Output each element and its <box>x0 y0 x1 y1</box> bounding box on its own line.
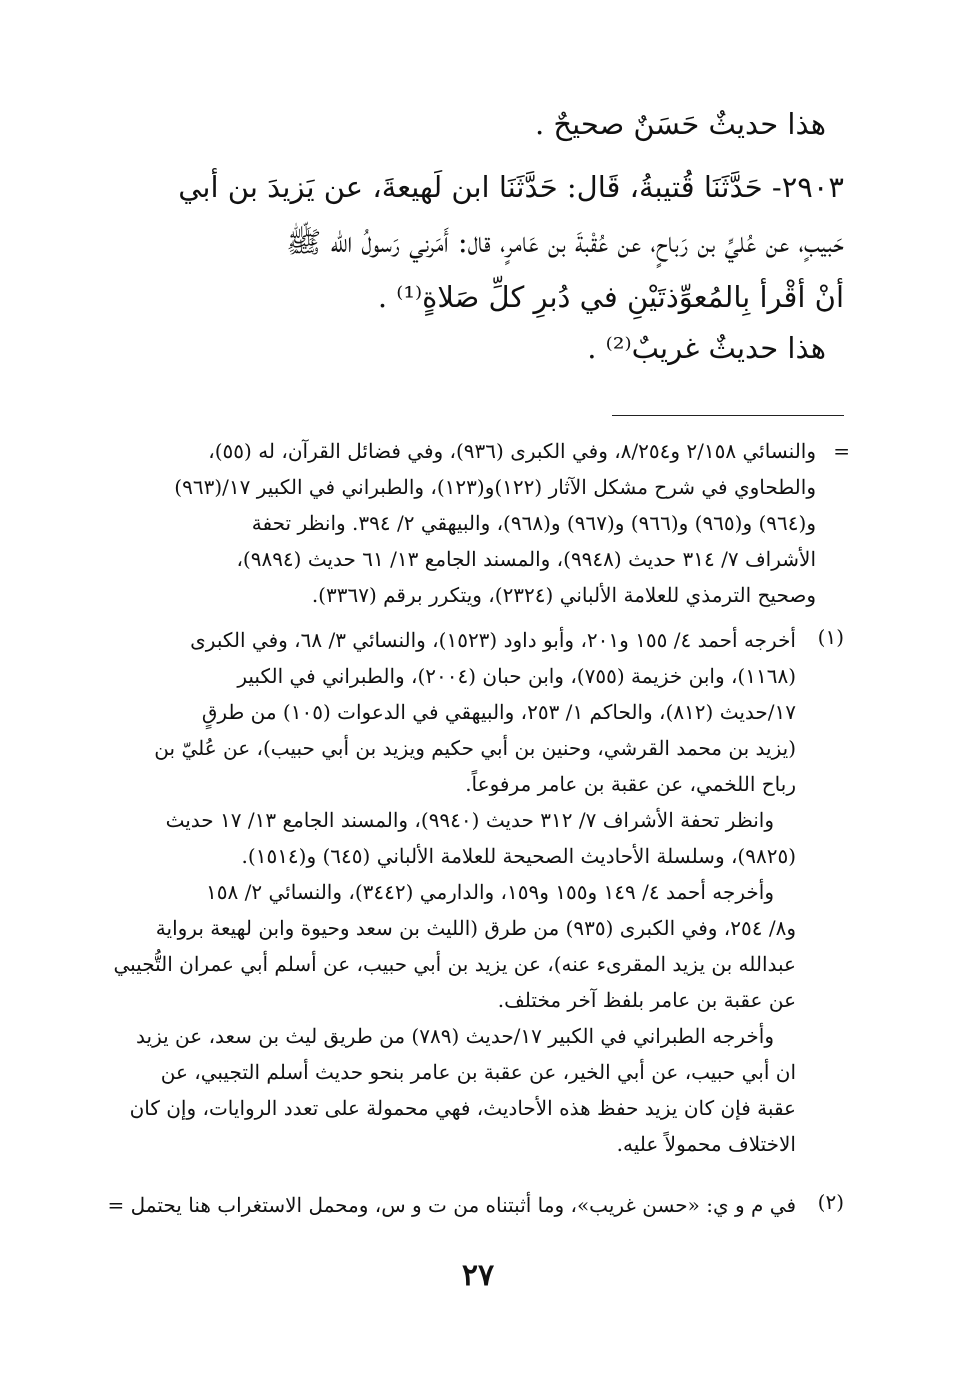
footnote-line: عبدالله بن يزيد المقرىء عنه)، عن يزيد بن أبي حبيب، عن أسلم أبي عمران التُّجيبي <box>113 952 796 976</box>
footnote-line: ١٧/حديث (٨١٢)، والحاكم ١/ ٢٥٣، والبيهقي في الدعوات (١٠٥) من طرقٍ <box>201 700 796 724</box>
footnote-2 <box>107 1187 796 1223</box>
footnote-line: و(٩٦٤) و(٩٦٥) و(٩٦٦) و(٩٦٧) و(٩٦٨)، والبيهقي ٢/ ٣٩٤. وانظر تحفة <box>251 511 816 535</box>
footnote-continuation <box>116 433 816 613</box>
footnote-line: عقبة فإن كان يزيد حفظ هذه الأحاديث، فهي محمولة على تعدد الروايات، وإن كان <box>129 1096 796 1120</box>
footnote-line: وأخرجه أحمد ٤/ ١٤٩ و١٥٥ و١٥٩، والدارمي (٣٤٤٢)، والنسائي ٢/ ١٥٨ <box>206 880 774 904</box>
hadith-2903 <box>114 160 844 325</box>
footnote-line: الأشراف ٧/ ٣١٤ حديث (٩٩٤٨)، والمسند الجامع ١٣/ ٦١ حديث (٩٨٩٤)، <box>236 547 816 571</box>
footnote-line: رباح اللخمي، عن عقبة بن عامر مرفوعاً. <box>465 772 796 796</box>
footnote-line: وأخرجه الطبراني في الكبير ١٧/حديث (٧٨٩) من طريق ليث بن سعد، عن يزيد <box>136 1024 774 1048</box>
footnote-line: وانظر تحفة الأشراف ٧/ ٣١٢ حديث (٩٩٤٠)، والمسند الجامع ١٣/ ١٧ حديث <box>165 808 774 832</box>
footnote-line: في م و ي: «حسن غريب»، وما أثبتناه من ت و س، ومحمل الاستغراب هنا يحتمل = <box>107 1193 796 1217</box>
verdict-line-bottom: هذا حديثٌ غريبٌ⁽²⁾ . <box>587 331 826 365</box>
hadith-line: حَبيبٍ، عن عُليِّ بن رَباحٍ، عن عُقْبةَ بن عَامرٍ، قال: أَمَرني رَسولُ الله ﷺ <box>286 225 844 259</box>
footnote-line: والطحاوي في شرح مشكل الآثار (١٢٢)و(١٢٣)، والطبراني في الكبير ١٧/(٩٦٣) <box>174 475 816 499</box>
hadith-line: ٢٩٠٣- حَدَّثَنَا قُتيبةُ، قَال: حَدَّثَنَا ابن لَهيعةَ، عن يَزيدَ بن أبي <box>178 170 844 204</box>
footnote-line: أخرجه أحمد ٤/ ١٥٥ و٢٠١، وأبو داود (١٥٢٣)، والنسائي ٣/ ٦٨، وفي الكبرى <box>190 628 796 652</box>
footnote-2-marker: (٢) <box>817 1190 844 1214</box>
verdict-line-top: هذا حديثٌ حَسَنٌ صحيحٌ . <box>534 107 826 141</box>
footnote-line: (يزيد بن محمد القرشي، وحنين بن أبي حكيم ويزيد بن أبي حبيب)، عن عُليّ بن <box>154 736 796 760</box>
footnote-1 <box>113 622 796 1162</box>
footnote-line: عن عقبة بن عامر بلفظ آخر مختلف. <box>497 988 796 1012</box>
footnote-line: و٨/ ٢٥٤، وفي الكبرى (٩٣٥) من طرق (الليث بن سعد وحيوة وابن لهيعة برواية <box>155 916 796 940</box>
footnote-line: الاختلاف محمولاً عليه. <box>616 1132 796 1156</box>
footnote-line: وصحيح الترمذي للعلامة الألباني (٢٣٢٤)، ويتكرر برقم (٣٣٦٧). <box>311 583 816 607</box>
footnote-line: والنسائي ٢/١٥٨ و٨/٢٥٤، وفي الكبرى (٩٣٦)، وفي فضائل القرآن، له (٥٥)، <box>208 439 816 463</box>
footnote-line: ان أبي حبيب، عن أبي الخير، عن عقبة بن عامر بنحو حديث أسلم التجيبي، عن <box>160 1060 796 1084</box>
hadith-line: أنْ أقْرأ بِالمُعوِّذتَيْنِ في دُبرِ كلِّ صَلاةٍ⁽¹⁾ . <box>377 280 844 314</box>
footnote-line: (٩٨٢٥)، وسلسلة الأحاديث الصحيحة للعلامة الألباني (٦٤٥) و(١٥١٤). <box>241 844 796 868</box>
footnote-separator <box>612 415 844 416</box>
footnote-line: (١١٦٨)، وابن خزيمة (٧٥٥)، وابن حبان (٢٠٠٤)، والطبراني في الكبير <box>237 664 796 688</box>
footnote-1-marker: (١) <box>817 625 844 649</box>
page-number: ٢٧ <box>461 1258 495 1293</box>
continuation-mark: = <box>833 439 850 463</box>
